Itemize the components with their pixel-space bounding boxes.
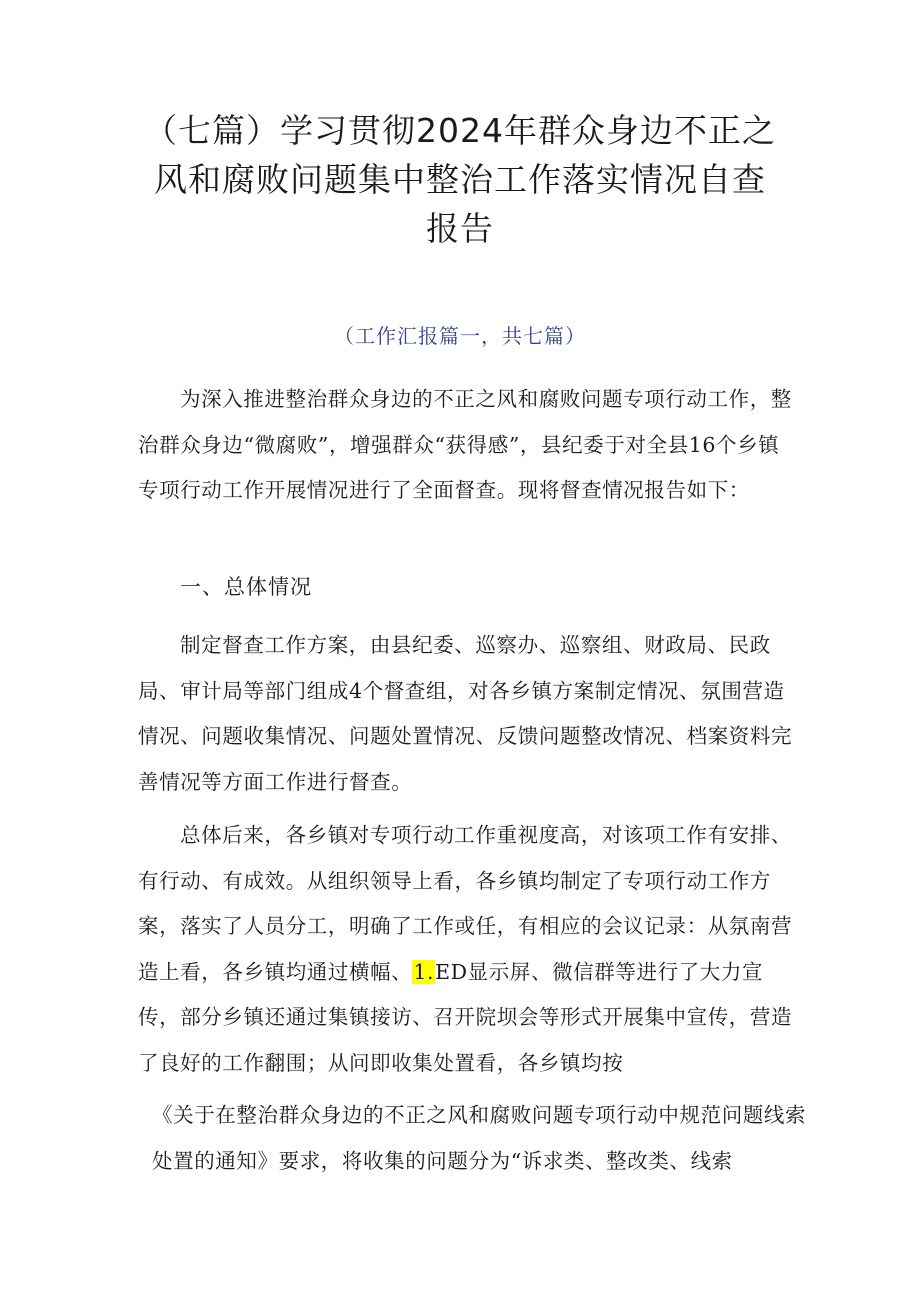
section-paragraph-3: 《关于在整治群众身边的不正之风和腐败问题专项行动中规范问题线索处置的通知》要求，将收集的问题分为“诉求类、整改类、线索 [152, 1103, 807, 1173]
highlighted-text: 1. [413, 959, 435, 984]
paragraph-text-before: 总体后来，各乡镇对专项行动工作重视度高，对该项工作有安排、有行动、有成效。从组织领导上看，各乡镇均制定了专项行动工作方案，落实了人员分工，明确了工作或任，有相应的会议记录：从氛南营造上看，各乡镇均通过横幅、 [138, 823, 793, 984]
section-paragraph-1: 制定督查工作方案，由县纪委、巡察办、巡察组、财政局、民政局、审计局等部门组成4个督查组，对各乡镇方案制定情况、氛围营造情况、问题收集情况、问题处置情况、反馈问题整改情况、档案资料完善情况等方面工作进行督查。 [138, 633, 793, 794]
document-subtitle: （工作汇报篇一，共七篇） [334, 324, 586, 348]
document-title: （七篇）学习贯彻2024年群众身边不正之风和腐败问题集中整治工作落实情况自查报告 [144, 111, 776, 248]
section-heading-overall: 一、总体情况 [180, 575, 312, 599]
section-paragraph-2 [138, 813, 794, 1086]
paragraph-text-after: ED显示屏、微信群等进行了大力宣传，部分乡镇还通过集镇接访、召开院坝会等形式开展集中宣传，营造了良好的工作翻围；从问即收集处置看，各乡镇均按 [138, 959, 793, 1075]
intro-paragraph: 为深入推进整治群众身边的不正之风和腐败问题专项行动工作，整治群众身边“微腐败”，增强群众“获得感”，县纪委于对全县16个乡镇专项行动工作开展情况进行了全面督查。现将督查情况报告如下： [138, 387, 792, 502]
